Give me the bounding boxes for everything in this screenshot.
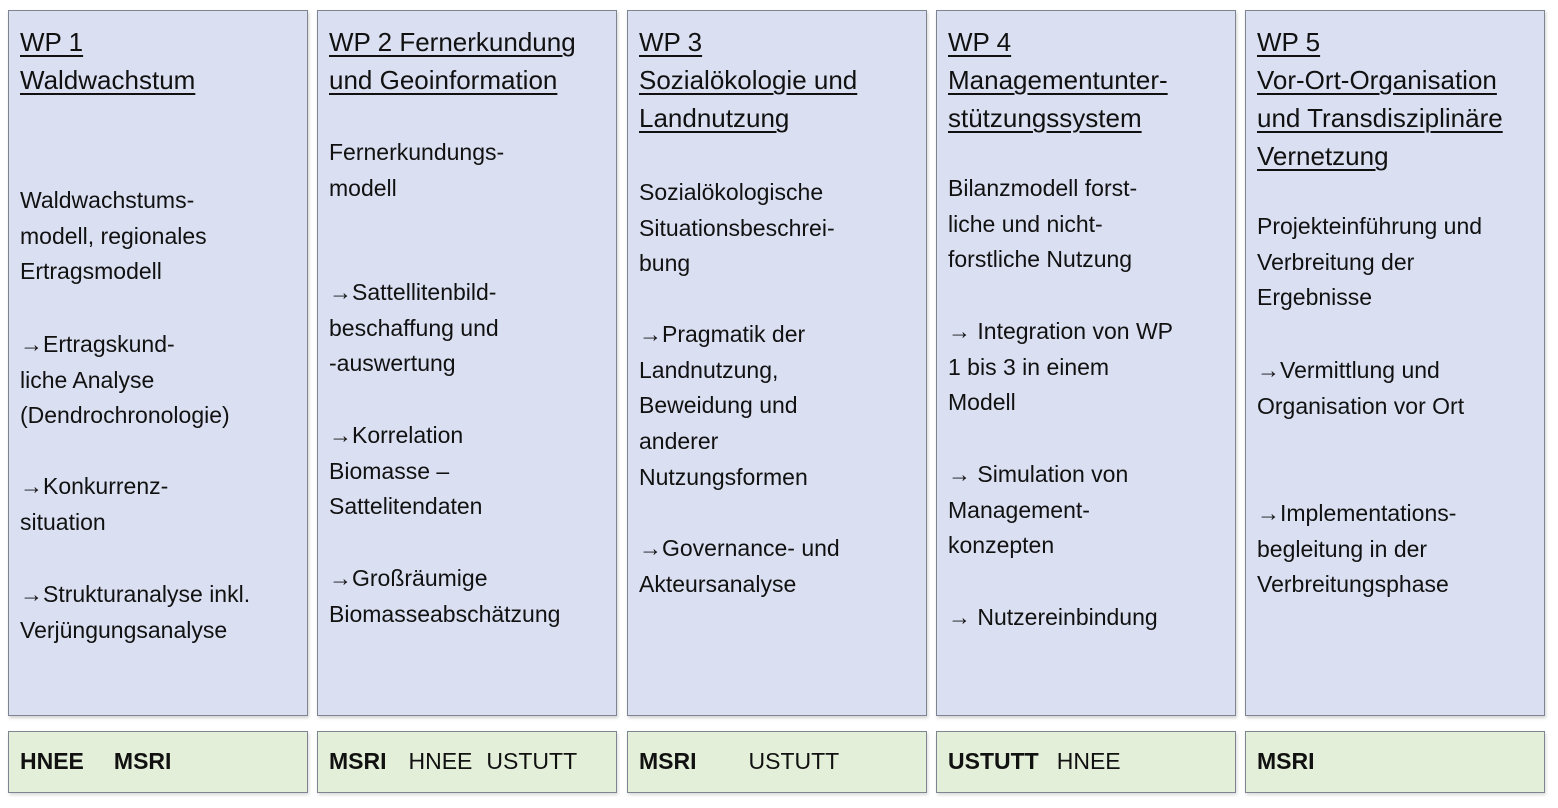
wp1-bullet-3: →Strukturanalyse inkl. Verjüngungsanalyse (20, 581, 251, 643)
arrow-icon: → (329, 279, 352, 305)
wp5-box (1245, 10, 1545, 716)
wp1-bullet-1: →Ertragskund- liche Analyse (Dendrochronologie) (20, 331, 230, 429)
wp1-title: WP 1 Waldwachstum (20, 27, 196, 95)
wp4-intro: Bilanzmodell forst- liche und nicht- forstliche Nutzung (948, 175, 1138, 273)
wp5-bullet-1: →Vermittlung und Organisation vor Ort (1257, 357, 1465, 419)
arrow-icon: → (1257, 500, 1280, 526)
wp2-partners (317, 731, 617, 793)
partner-label: HNEE (408, 748, 473, 774)
wp3-title: WP 3 Sozialökologie und Landnutzung (639, 27, 858, 133)
arrow-icon: → (948, 604, 971, 630)
wp1-intro: Waldwachstums- modell, regionales Ertragsmodell (20, 187, 207, 285)
wp1-partners (8, 731, 308, 793)
partner-label: MSRI (1257, 748, 1315, 774)
wp5-intro: Projekteinführung und Verbreitung der Ergebnisse (1257, 213, 1483, 311)
arrow-icon: → (329, 422, 352, 448)
wp4-bullet-2: → Simulation von Management- konzepten (948, 461, 1129, 559)
partner-label: HNEE (20, 748, 84, 774)
wp5-bullet-2: →Implementations- begleitung in der Verbreitungsphase (1257, 500, 1457, 598)
wp4-partners (936, 731, 1236, 793)
arrow-icon: → (1257, 357, 1280, 383)
wp2-intro: Fernerkundungs- modell (329, 139, 505, 201)
partner-label: USTUTT (948, 748, 1039, 774)
wp1-box (8, 10, 308, 716)
wp4-title: WP 4 Managementunter- stützungssystem (948, 27, 1168, 133)
wp3-partners (627, 731, 927, 793)
partner-label: MSRI (329, 748, 387, 774)
wp2-box (317, 10, 617, 716)
arrow-icon: → (948, 318, 971, 344)
arrow-icon: → (948, 461, 971, 487)
arrow-icon: → (20, 331, 43, 357)
wp5-partners (1245, 731, 1545, 793)
arrow-icon: → (639, 321, 662, 347)
wp4-box (936, 10, 1236, 716)
wp2-bullet-1: →Sattellitenbild- beschaffung und -auswertung (329, 279, 499, 377)
partner-label: MSRI (113, 748, 172, 774)
wp5-title: WP 5 Vor-Ort-Organisation und Transdisziplinäre Vernetzung (1257, 27, 1503, 171)
wp4-bullet-3: → Nutzereinbindung (948, 604, 1158, 630)
wp2-title: WP 2 Fernerkundung und Geoinformation (329, 27, 576, 95)
partner-label: HNEE (1056, 748, 1121, 774)
wp4-bullet-1: → Integration von WP 1 bis 3 in einem Modell (948, 318, 1173, 416)
wp3-box (627, 10, 927, 716)
wp2-bullet-2: →Korrelation Biomasse – Sattelitendaten (329, 422, 483, 520)
wp3-intro: Sozialökologische Situationsbeschrei- bung (639, 179, 835, 277)
partner-label: MSRI (639, 748, 697, 774)
wp2-bullet-3: →Großräumige Biomasseabschätzung (329, 565, 561, 627)
partner-label: USTUTT (486, 748, 578, 774)
wp3-bullet-2: →Governance- und Akteursanalyse (639, 535, 840, 597)
arrow-icon: → (20, 473, 43, 499)
arrow-icon: → (329, 565, 352, 591)
wp3-bullet-1: →Pragmatik der Landnutzung, Beweidung und anderer Nutzungsformen (639, 321, 808, 490)
wp1-bullet-2: →Konkurrenz- situation (20, 473, 169, 535)
partner-label: USTUTT (748, 748, 840, 774)
arrow-icon: → (20, 581, 43, 607)
arrow-icon: → (639, 535, 662, 561)
